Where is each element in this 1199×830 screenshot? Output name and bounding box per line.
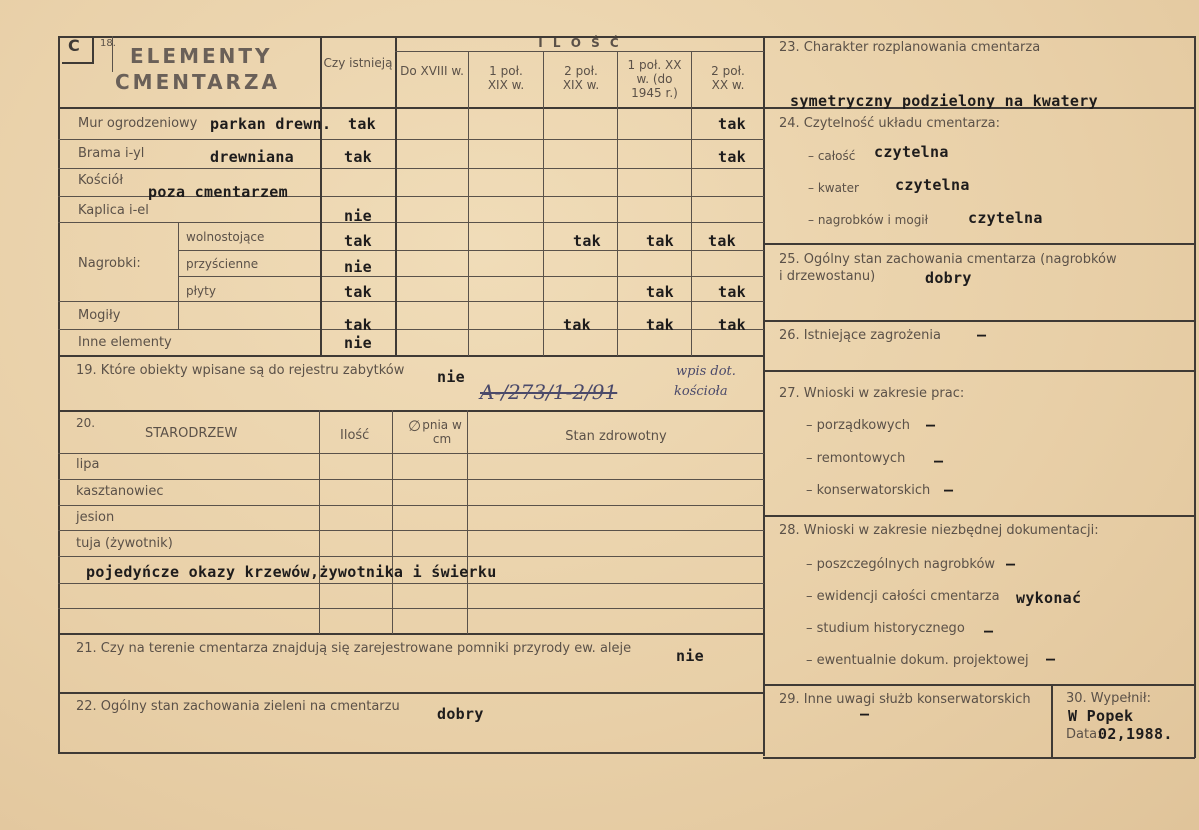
- exists-value: tak: [348, 115, 376, 133]
- q23-answer: symetryczny podzielony na kwatery: [790, 92, 1098, 110]
- frame-bottom-left: [58, 752, 764, 754]
- period-value: tak: [718, 316, 746, 334]
- line: [58, 222, 764, 223]
- q19-answer: nie: [437, 368, 465, 386]
- period-header: Do XVIII w.: [400, 64, 464, 78]
- q27-item-answer: –: [944, 481, 954, 499]
- line: [763, 243, 1195, 245]
- q28-item-answer: –: [984, 622, 994, 640]
- q23-label: 23. Charakter rozplanowania cmentarza: [779, 40, 1041, 55]
- period-value: tak: [573, 232, 601, 250]
- exists-value: nie: [344, 258, 372, 276]
- q30-date-label: Data:: [1066, 727, 1102, 742]
- col-exists-header: Czy istnieją: [323, 56, 393, 70]
- q25-label: i drzewostanu): [779, 269, 876, 284]
- q27-item-label: – remontowych: [806, 451, 906, 466]
- q24-label: 24. Czytelność układu cmentarza:: [779, 116, 1001, 131]
- line: [395, 51, 764, 52]
- q22-answer: dobry: [437, 705, 484, 723]
- line: [58, 107, 764, 109]
- line: [58, 633, 764, 635]
- row-label: Mur ogrodzeniowy: [78, 116, 198, 131]
- q30-label: 30. Wypełnił:: [1066, 691, 1151, 706]
- frame-right: [1194, 36, 1196, 758]
- q29-label: 29. Inne uwagi służb konserwatorskich: [779, 692, 1031, 707]
- line: [763, 684, 1195, 686]
- q28-item-label: – ewentualnie dokum. projektowej: [806, 653, 1029, 668]
- q22-label: 22. Ogólny stan zachowania zieleni na cmentarzu: [76, 699, 400, 714]
- line: [58, 453, 764, 454]
- line: [763, 370, 1195, 372]
- period-value: tak: [646, 232, 674, 250]
- row-label: Brama i-yl: [78, 146, 145, 161]
- q19-handwritten-number: A-/273/1-2/91: [480, 380, 618, 404]
- exists-value: tak: [344, 283, 372, 301]
- row-label: płyty: [186, 284, 216, 298]
- line: [58, 505, 764, 506]
- card-letter: C: [62, 36, 94, 64]
- row-label: Inne elementy: [78, 335, 172, 350]
- line: [319, 410, 320, 634]
- frame-middle: [763, 36, 765, 756]
- period-header: 1 poł. XX w. (do 1945 r.): [627, 58, 682, 100]
- line: [58, 556, 764, 557]
- tree-label: kasztanowiec: [76, 484, 164, 499]
- q24-item-label: – kwater: [808, 181, 859, 195]
- period-header: 2 poł. XX w.: [711, 64, 745, 92]
- q30-date: 02,1988.: [1098, 725, 1173, 743]
- q24-item-label: – całość: [808, 149, 856, 163]
- q27-item-answer: –: [934, 452, 944, 470]
- line: [1051, 684, 1053, 758]
- typed-value: parkan drewn.: [210, 115, 332, 133]
- row-label: Kościół: [78, 173, 124, 188]
- line: [58, 301, 764, 302]
- frame-bottom-right: [763, 757, 1195, 759]
- period-header: 2 poł. XIX w.: [562, 64, 600, 92]
- line: [178, 276, 764, 277]
- row-label: wolnostojące: [186, 230, 265, 244]
- q27-label: 27. Wnioski w zakresie prac:: [779, 386, 965, 401]
- line: [763, 320, 1195, 322]
- q28-item-label: – studium historycznego: [806, 621, 965, 636]
- line: [763, 515, 1195, 517]
- q27-item-label: – porządkowych: [806, 418, 910, 433]
- line: [58, 355, 764, 357]
- exists-value: nie: [344, 207, 372, 225]
- q24-item-answer: czytelna: [874, 143, 949, 161]
- line: [58, 139, 764, 140]
- row-label: przyścienne: [186, 257, 259, 271]
- period-value: tak: [718, 283, 746, 301]
- period-value: tak: [646, 316, 674, 334]
- period-header: 1 poł. XIX w.: [487, 64, 525, 92]
- q27-item-label: – konserwatorskich: [806, 483, 931, 498]
- diameter-icon: ∅: [408, 417, 422, 435]
- q24-item-answer: czytelna: [968, 209, 1043, 227]
- exists-value: nie: [344, 334, 372, 352]
- q19-label: 19. Które obiekty wpisane są do rejestru zabytków: [76, 363, 405, 378]
- period-value: tak: [646, 283, 674, 301]
- q28-item-label: – poszczególnych nagrobków: [806, 557, 996, 572]
- row-label: Kaplica i-el: [78, 203, 149, 218]
- q19-handwritten-note: wpis dot.: [676, 364, 736, 379]
- typed-value: drewniana: [210, 148, 294, 166]
- q28-item-answer: wykonać: [1016, 589, 1082, 607]
- tree-label: lipa: [76, 457, 100, 472]
- tree-label: jesion: [76, 510, 115, 525]
- line: [58, 692, 764, 694]
- q20-col-health: Stan zdrowotny: [565, 429, 667, 444]
- q24-item-answer: czytelna: [895, 176, 970, 194]
- q27-item-answer: –: [926, 416, 936, 434]
- ilosc-header: I L O Ś Ć: [538, 36, 622, 50]
- nagrobki-label: Nagrobki:: [78, 256, 141, 271]
- period-value: tak: [718, 148, 746, 166]
- exists-value: tak: [344, 148, 372, 166]
- exists-value: tak: [344, 232, 372, 250]
- line: [58, 608, 764, 609]
- line: [58, 168, 764, 169]
- q20-typed-note: pojedyńcze okazy krzewów,żywotnika i świerku: [86, 563, 497, 581]
- line: [468, 51, 469, 356]
- q26-label: 26. Istniejące zagrożenia: [779, 328, 941, 343]
- q21-label: 21. Czy na terenie cmentarza znajdują się zarejestrowane pomniki przyrody ew. aleje: [76, 641, 632, 656]
- line: [58, 530, 764, 531]
- q28-label: 28. Wnioski w zakresie niezbędnej dokumentacji:: [779, 523, 1099, 538]
- typed-value: poza cmentarzem: [148, 183, 288, 201]
- tree-label: tuja (żywotnik): [76, 536, 173, 551]
- period-value: tak: [708, 232, 736, 250]
- line: [178, 222, 179, 330]
- section-number: 18.: [100, 38, 116, 49]
- q24-item-label: – nagrobków i mogił: [808, 213, 929, 227]
- q20-col-diameter: pnia w cm: [422, 418, 462, 446]
- line: [320, 36, 322, 356]
- q30-name: W Popek: [1068, 707, 1134, 725]
- line: [58, 583, 764, 584]
- exists-value: tak: [344, 316, 372, 334]
- q19-handwritten-note: kościoła: [674, 384, 728, 399]
- line: [691, 51, 692, 356]
- line: [58, 410, 764, 412]
- row-label: Mogiły: [78, 308, 121, 323]
- q20-number: 20.: [76, 416, 96, 430]
- q21-answer: nie: [676, 647, 704, 665]
- q28-item-answer: –: [1046, 650, 1056, 668]
- q20-col-qty: Ilość: [340, 428, 370, 443]
- q25-answer: dobry: [925, 269, 972, 287]
- line: [58, 479, 764, 480]
- line: [395, 36, 397, 356]
- q29-answer: –: [860, 705, 870, 723]
- q28-item-answer: –: [1006, 555, 1016, 573]
- q25-label: 25. Ogólny stan zachowania cmentarza (nagrobków: [779, 252, 1117, 267]
- frame-left: [58, 36, 60, 754]
- line: [543, 51, 544, 356]
- q28-item-label: – ewidencji całości cmentarza: [806, 589, 1000, 604]
- line: [178, 250, 764, 251]
- section-title-line2: CMENTARZA: [115, 70, 280, 94]
- q20-title: STARODRZEW: [145, 426, 238, 441]
- period-value: tak: [563, 316, 591, 334]
- section-title-line1: ELEMENTY: [130, 44, 273, 68]
- period-value: tak: [718, 115, 746, 133]
- q26-answer: –: [977, 326, 987, 344]
